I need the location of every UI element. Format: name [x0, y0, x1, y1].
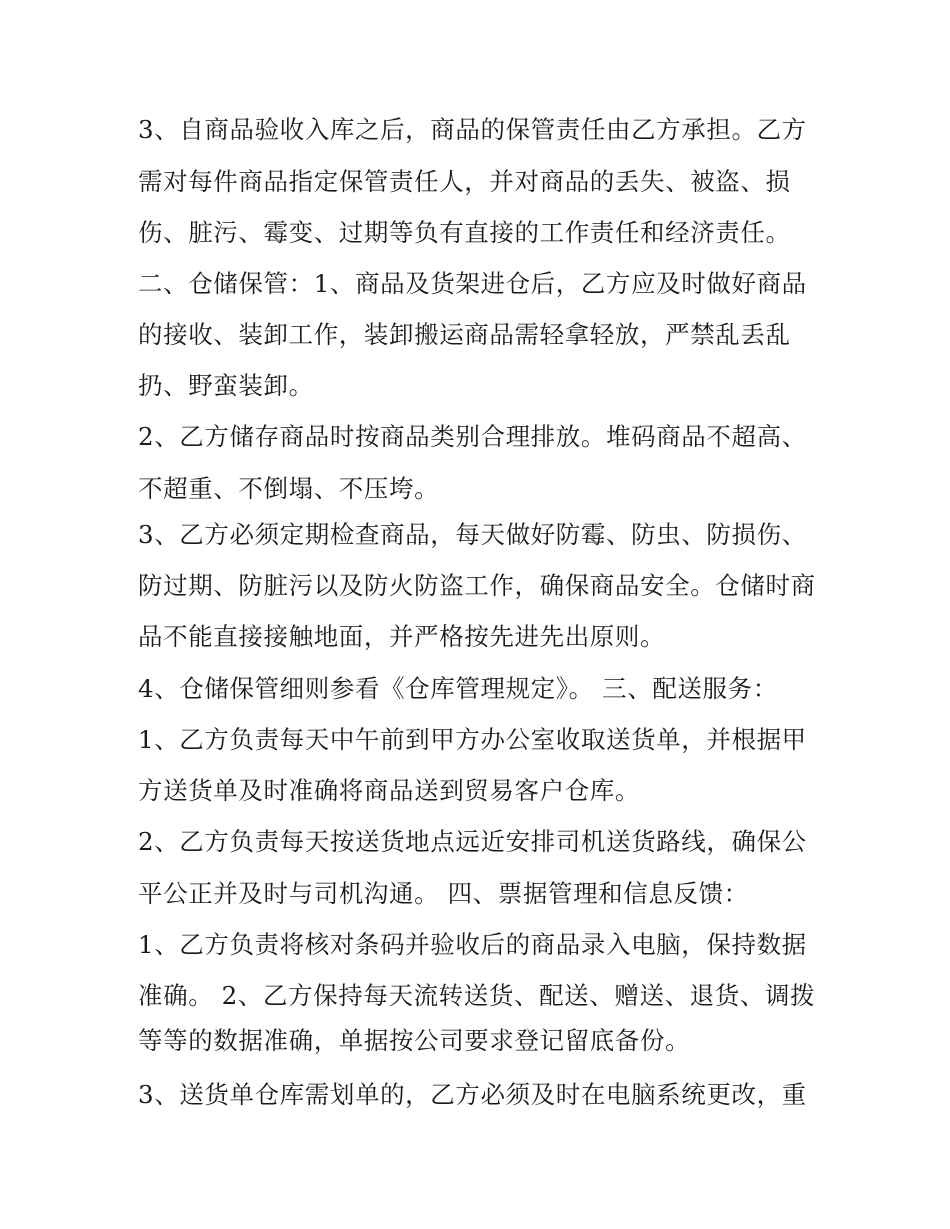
text-line: 3、乙方必须定期检查商品，每天做好防霉、防虫、防损伤、	[138, 520, 807, 549]
text-line: 3、自商品验收入库之后，商品的保管责任由乙方承担。乙方	[138, 115, 807, 144]
text-line: 扔、野蛮装卸。	[138, 371, 314, 400]
text-line: 1、乙方负责将核对条码并验收后的商品录入电脑，保持数据	[138, 930, 807, 959]
text-line: 防过期、防脏污以及防火防盗工作，确保商品安全。仓储时商	[138, 571, 816, 600]
text-line: 平公正并及时与司机沟通。 四、票据管理和信息反馈：	[138, 879, 749, 908]
text-line: 需对每件商品指定保管责任人，并对商品的丢失、被盗、损	[138, 167, 791, 196]
text-line: 等等的数据准确，单据按公司要求登记留底备份。	[138, 1026, 691, 1055]
text-line: 方送货单及时准确将商品送到贸易客户仓库。	[138, 776, 640, 805]
text-line: 3、送货单仓库需划单的，乙方必须及时在电脑系统更改，重	[138, 1080, 807, 1109]
text-line: 2、乙方储存商品时按商品类别合理排放。堆码商品不超高、	[138, 422, 807, 451]
text-line: 4、仓储保管细则参看《仓库管理规定》。 三、配送服务：	[138, 674, 778, 703]
text-line: 伤、脏污、霉变、过期等负有直接的工作责任和经济责任。	[138, 218, 791, 247]
text-line: 2、乙方负责每天按送货地点远近安排司机送货路线，确保公	[138, 827, 807, 856]
text-line: 1、乙方负责每天中午前到甲方办公室收取送货单，并根据甲	[138, 725, 807, 754]
text-line: 不超重、不倒塌、不压垮。	[138, 474, 440, 503]
text-line: 品不能直接接触地面，并严格按先进先出原则。	[138, 622, 666, 651]
text-line: 的接收、装卸工作，装卸搬运商品需轻拿轻放，严禁乱丢乱	[138, 320, 791, 349]
text-line: 二、仓储保管：1、商品及货架进仓后，乙方应及时做好商品	[138, 269, 807, 298]
text-line: 准确。 2、乙方保持每天流转送货、配送、赠送、退货、调拨	[138, 981, 816, 1010]
